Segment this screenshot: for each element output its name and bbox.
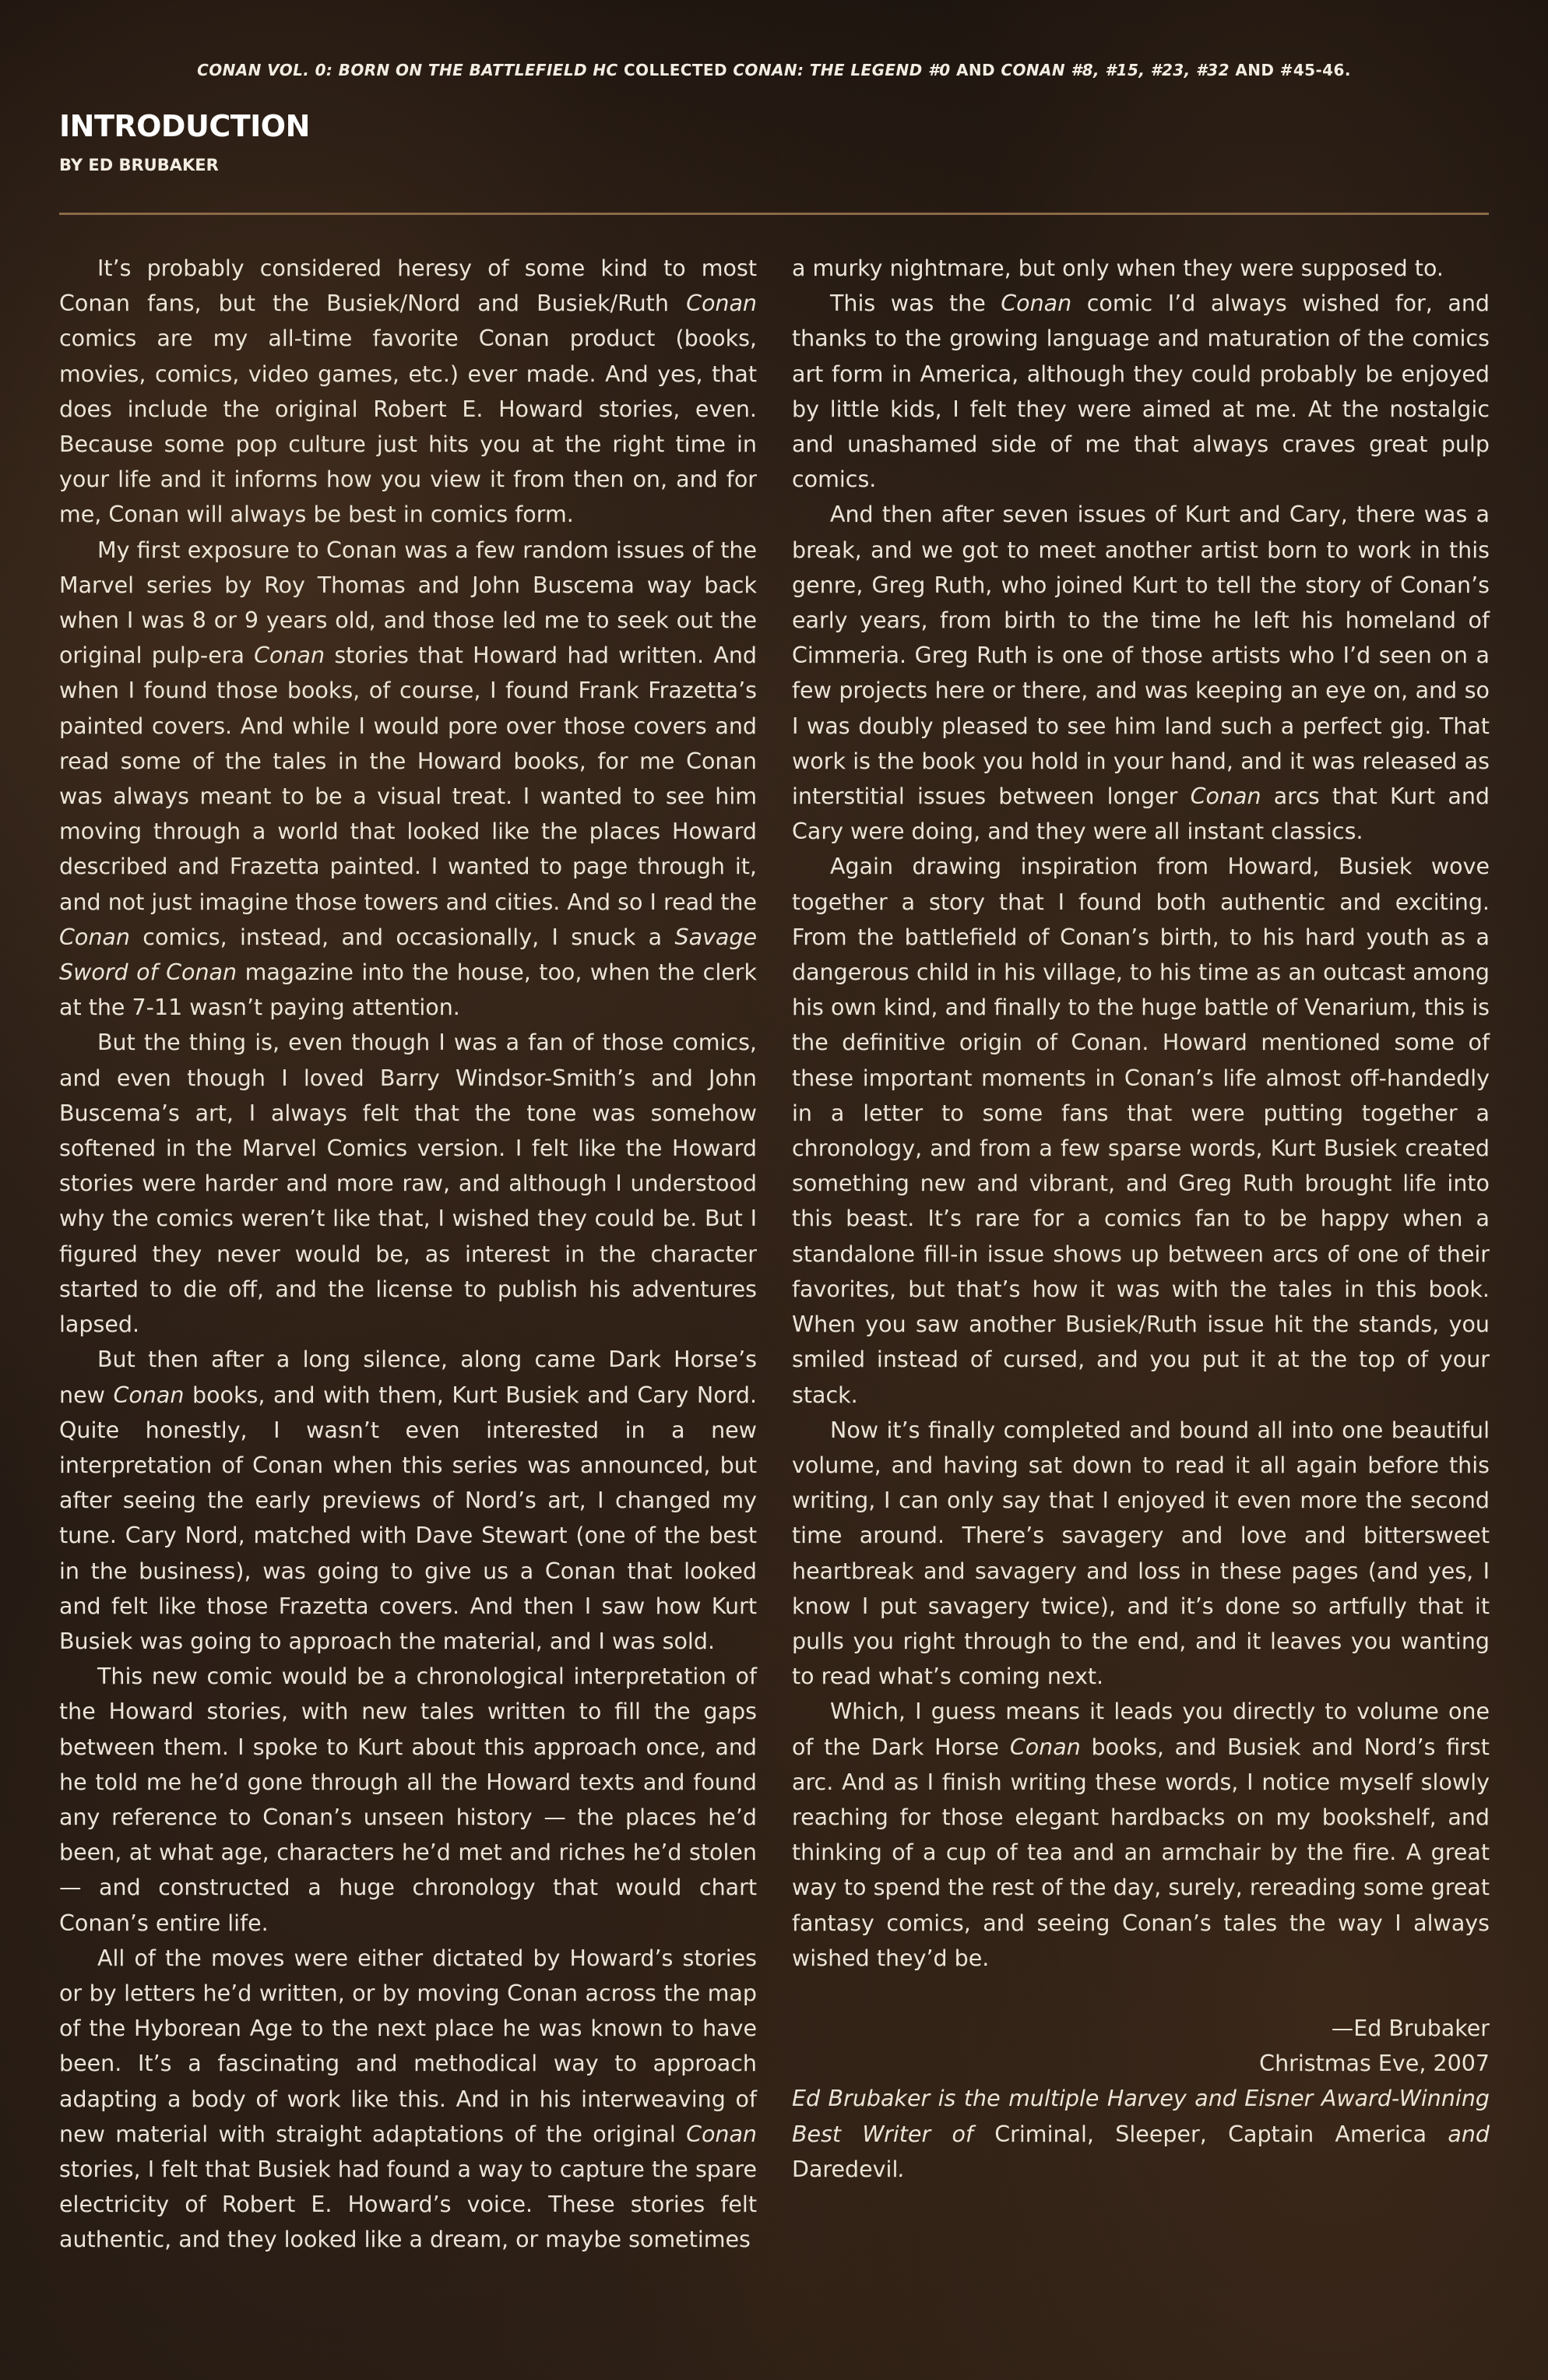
paragraph-3: But the thing is, even though I was a fan of those comics, and even though I loved Barry Windsor-Smith’s and John Buscema’s art, I always felt that the tone was somehow softened in the Marvel Comics version. I felt like the Howard stories were harder and more raw, and although I understood why the comics weren’t like that, I wished they could be. But I figured they never would be, as interest in the character started to die off, and the license to publish his adventures lapsed. bbox=[59, 1030, 757, 1338]
paragraph-6-continued: a murky nightmare, but only when they were supposed to. bbox=[792, 255, 1444, 281]
paragraph-9: Again drawing inspiration from Howard, Busiek wove together a story that I found both authentic and exciting. From the battlefield of Conan’s birth, to his hard youth as a dangerous child in his village, to his time as an outcast among his own kind, and finally to the huge battle of Venarium, this is the definitive origin of Conan. Howard mentioned some of these important moments in Conan’s life almost off-handedly in a letter to some fans that were putting together a chronology, and from a few sparse words, Kurt Busiek created something new and vibrant, and Greg Ruth brought life into this beast. It’s rare for a comics fan to be happy when a standalone fill-in issue shows up between arcs of one of their favorites, but that’s how it was with the tales in this book. When you saw another Busiek/Ruth issue hit the stands, you smiled instead of cursed, and you put it at the top of your stack. bbox=[792, 854, 1490, 1408]
credit-book-title: CONAN VOL. 0: BORN ON THE BATTLEFIELD HC bbox=[197, 61, 618, 79]
paragraph-10: Now it’s finally completed and bound all into one beautiful volume, and having sat down to read it all again before this writing, I can only say that I enjoyed it even more the second time around. There’s savagery and love and bittersweet heartbreak and savagery and loss in these pages (and yes, I know I put savagery twice), and it’s done so artfully that it pulls you right through to the end, and it leaves you wanting to read what’s coming next. bbox=[792, 1417, 1490, 1690]
credit-legend-title: CONAN: THE LEGEND #0 bbox=[733, 61, 951, 79]
paragraph-1: It’s probably considered heresy of some kind to most Conan fans, but the Busiek/Nord and Busiek/Ruth Conan comics are my all-time favorite Conan product (books, movies, comics, video games, etc.) ever made. And yes, that does include the original Robert E. Howard stories, even. Because some pop culture just hits you at the right time in your life and it informs how you view it from then on, and for me, Conan will always be best in comics form. bbox=[59, 255, 757, 528]
signoff bbox=[792, 2011, 1490, 2081]
credit-conan-issues: CONAN #8, #15, #23, #32 bbox=[1001, 61, 1230, 79]
left-column bbox=[59, 251, 757, 2258]
paragraph-8: And then after seven issues of Kurt and Cary, there was a break, and we got to meet another artist born to work in this genre, Greg Ruth, who joined Kurt to tell the story of Conan’s early years, from birth to the time he left his homeland of Cimmeria. Greg Ruth is one of those artists who I’d seen on a few projects here or there, and was keeping an eye on, and so I was doubly pleased to see him land such a perfect gig. That work is the book you hold in your hand, and it was released as interstitial issues between longer Conan arcs that Kurt and Cary were doing, and they were all instant classics. bbox=[792, 502, 1490, 845]
header-divider bbox=[59, 213, 1489, 215]
paragraph-7: This was the Conan comic I’d always wished for, and thanks to the growing language and maturation of the comics art form in America, although they could probably be enjoyed by little kids, I felt they were aimed at me. At the nostalgic and unashamed side of me that always craves great pulp comics. bbox=[792, 290, 1490, 493]
signoff-name: —Ed Brubaker bbox=[1331, 2015, 1490, 2041]
credit-and: AND bbox=[955, 61, 995, 79]
paragraph-4: But then after a long silence, along came Dark Horse’s new Conan books, and with them, Kurt Busiek and Cary Nord. Quite honestly, I wasn’t even interested in a new interpretation of Conan when this series was announced, but after seeing the early previews of Nord’s art, I changed my tune. Cary Nord, matched with Dave Stewart (one of the best in the business), was going to give us a Conan that looked and felt like those Frazetta covers. And then I saw how Kurt Busiek was going to approach the material, and I was sold. bbox=[59, 1347, 757, 1654]
signoff-date: Christmas Eve, 2007 bbox=[1259, 2051, 1490, 2077]
paragraph-2: My first exposure to Conan was a few random issues of the Marvel series by Roy Thomas and John Buscema way back when I was 8 or 9 years old, and those led me to seek out the original pulp-era Conan stories that Howard had written. And when I found those books, of course, I found Frank Frazetta’s painted covers. And while I would pore over those covers and read some of the tales in the Howard books, for me Conan was always meant to be a visual treat. I wanted to see him moving through a world that looked like the places Howard described and Frazetta painted. I wanted to page through it, and not just imagine those towers and cities. And so I read the Conan comics, instead, and occasionally, I snuck a Savage Sword of Conan magazine into the house, too, when the clerk at the 7-11 wasn’t paying attention. bbox=[59, 537, 757, 1021]
credit-collected: COLLECTED bbox=[623, 61, 727, 79]
collection-credit-line bbox=[0, 61, 1548, 79]
paragraph-5: This new comic would be a chronological interpretation of the Howard stories, with new tales written to fill the gaps between them. I spoke to Kurt about this approach once, and he told me he’d gone through all the Howard texts and found any reference to Conan’s unseen history — the places he’d been, at what age, characters he’d met and riches he’d stolen — and constructed a huge chronology that would chart Conan’s entire life. bbox=[59, 1664, 757, 1936]
right-column bbox=[792, 251, 1490, 2187]
credit-final-issues: AND #45-46. bbox=[1235, 61, 1351, 79]
author-bio: Ed Brubaker is the multiple Harvey and Eisner Award-Winning Best Writer of Criminal, Sleeper, Captain America and Daredevil. bbox=[792, 2086, 1490, 2182]
author-byline: BY ED BRUBAKER bbox=[59, 156, 219, 174]
paragraph-6: All of the moves were either dictated by Howard’s stories or by letters he’d written, or by moving Conan across the map of the Hyborean Age to the next place he was known to have been. It’s a fascinating and methodical way to approach adapting a body of work like this. And in his interweaving of new material with straight adaptations of the original Conan stories, I felt that Busiek had found a way to capture the spare electricity of Robert E. Howard’s voice. These stories felt authentic, and they looked like a dream, or maybe sometimes bbox=[59, 1945, 757, 2253]
page-title: INTRODUCTION bbox=[59, 109, 310, 143]
paragraph-11: Which, I guess means it leads you directly to volume one of the Dark Horse Conan books, and Busiek and Nord’s first arc. And as I finish writing these words, I notice myself slowly reaching for those elegant hardbacks on my bookshelf, and thinking of a cup of tea and an armchair by the fire. A great way to spend the rest of the day, surely, rereading some great fantasy comics, and seeing Conan’s tales the way I always wished they’d be. bbox=[792, 1699, 1490, 1971]
